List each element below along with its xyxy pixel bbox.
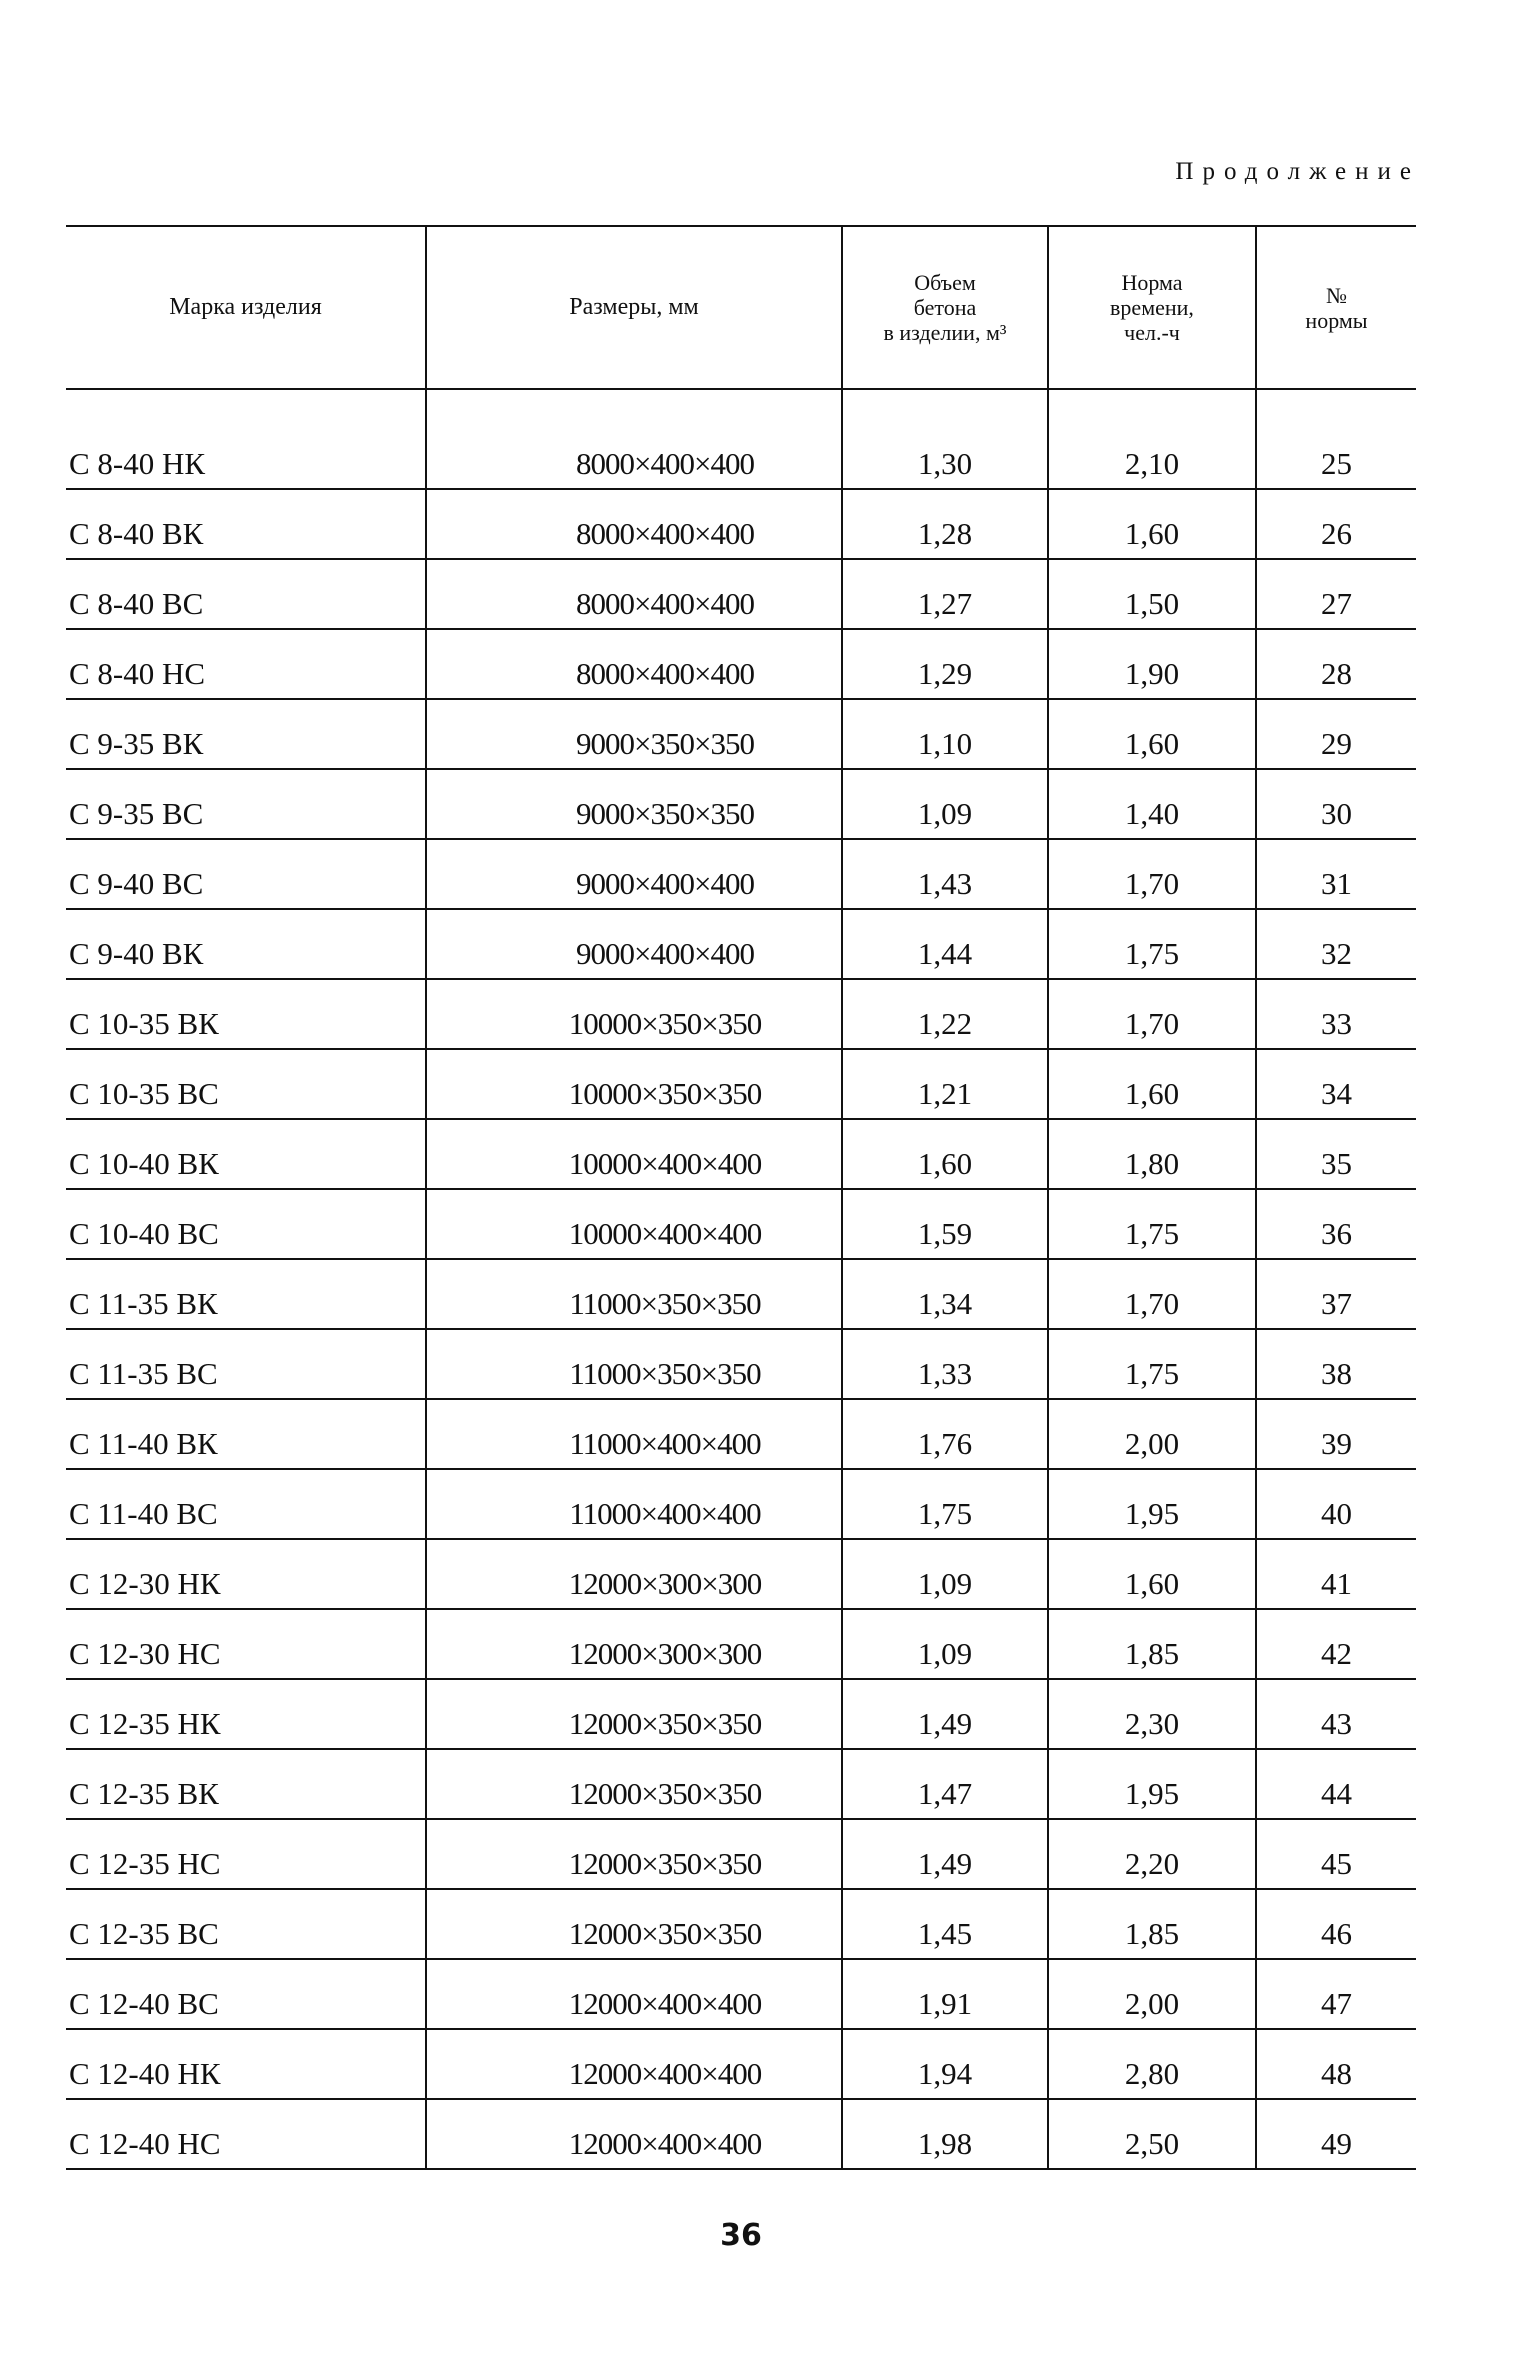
- cell-mark: С 10-35 ВС: [66, 1049, 426, 1119]
- cell-volume: 1,43: [842, 839, 1048, 909]
- page-number: 36: [720, 2218, 762, 2253]
- cell-mark: С 11-40 ВС: [66, 1469, 426, 1539]
- table-header: [66, 226, 1416, 389]
- cell-size: 10000×350×350: [426, 1049, 842, 1119]
- cell-number: 38: [1256, 1329, 1416, 1399]
- cell-volume: 1,75: [842, 1469, 1048, 1539]
- cell-time: 1,60: [1048, 489, 1256, 559]
- cell-time: 1,60: [1048, 1049, 1256, 1119]
- header-number-line2: нормы: [1305, 307, 1368, 333]
- cell-mark: С 12-40 НК: [66, 2029, 426, 2099]
- header-time: [1048, 226, 1256, 389]
- cell-volume: 1,49: [842, 1819, 1048, 1889]
- header-time-line3: чел.-ч: [1124, 320, 1180, 345]
- cell-time: 1,70: [1048, 1259, 1256, 1329]
- cell-time: 1,60: [1048, 1539, 1256, 1609]
- cell-volume: 1,94: [842, 2029, 1048, 2099]
- cell-number: 30: [1256, 769, 1416, 839]
- cell-size: 11000×400×400: [426, 1399, 842, 1469]
- cell-number: 33: [1256, 979, 1416, 1049]
- table-row: [66, 1539, 1416, 1609]
- cell-time: 2,50: [1048, 2099, 1256, 2169]
- cell-time: 2,00: [1048, 1399, 1256, 1469]
- cell-size: 12000×350×350: [426, 1749, 842, 1819]
- cell-size: 11000×400×400: [426, 1469, 842, 1539]
- cell-volume: 1,47: [842, 1749, 1048, 1819]
- cell-volume: 1,27: [842, 559, 1048, 629]
- cell-volume: 1,44: [842, 909, 1048, 979]
- norms-table: [66, 225, 1416, 2170]
- cell-number: 34: [1256, 1049, 1416, 1119]
- cell-volume: 1,33: [842, 1329, 1048, 1399]
- header-volume-line3: в изделии, м³: [883, 320, 1007, 345]
- cell-size: 8000×400×400: [426, 559, 842, 629]
- cell-mark: С 8-40 НС: [66, 629, 426, 699]
- cell-mark: С 9-35 ВС: [66, 769, 426, 839]
- table: [66, 225, 1416, 2170]
- cell-mark: С 12-40 НС: [66, 2099, 426, 2169]
- header-time-line2: времени,: [1110, 295, 1194, 320]
- cell-size: 9000×350×350: [426, 769, 842, 839]
- table-row: [66, 629, 1416, 699]
- cell-number: 27: [1256, 559, 1416, 629]
- table-row: [66, 1749, 1416, 1819]
- cell-number: 25: [1256, 389, 1416, 489]
- cell-mark: С 11-35 ВК: [66, 1259, 426, 1329]
- table-row: [66, 1329, 1416, 1399]
- cell-mark: С 10-40 ВС: [66, 1189, 426, 1259]
- cell-time: 1,95: [1048, 1469, 1256, 1539]
- cell-mark: С 12-40 ВС: [66, 1959, 426, 2029]
- cell-volume: 1,59: [842, 1189, 1048, 1259]
- cell-number: 29: [1256, 699, 1416, 769]
- cell-number: 48: [1256, 2029, 1416, 2099]
- header-size: Размеры, мм: [426, 226, 842, 389]
- cell-number: 31: [1256, 839, 1416, 909]
- cell-volume: 1,10: [842, 699, 1048, 769]
- table-body: [66, 389, 1416, 2169]
- cell-volume: 1,30: [842, 389, 1048, 489]
- cell-size: 11000×350×350: [426, 1329, 842, 1399]
- cell-mark: С 11-35 ВС: [66, 1329, 426, 1399]
- cell-size: 10000×400×400: [426, 1189, 842, 1259]
- cell-size: 12000×300×300: [426, 1609, 842, 1679]
- cell-number: 46: [1256, 1889, 1416, 1959]
- table-row: [66, 1959, 1416, 2029]
- cell-size: 10000×350×350: [426, 979, 842, 1049]
- cell-volume: 1,91: [842, 1959, 1048, 2029]
- cell-volume: 1,22: [842, 979, 1048, 1049]
- cell-number: 49: [1256, 2099, 1416, 2169]
- table-row: [66, 1609, 1416, 1679]
- header-number: [1256, 226, 1416, 389]
- cell-volume: 1,09: [842, 769, 1048, 839]
- header-volume-line1: Объем: [914, 270, 976, 295]
- cell-number: 44: [1256, 1749, 1416, 1819]
- cell-mark: С 12-35 ВС: [66, 1889, 426, 1959]
- cell-volume: 1,98: [842, 2099, 1048, 2169]
- cell-time: 1,70: [1048, 839, 1256, 909]
- cell-number: 41: [1256, 1539, 1416, 1609]
- cell-size: 9000×400×400: [426, 839, 842, 909]
- cell-time: 2,80: [1048, 2029, 1256, 2099]
- header-number-line1: №: [1326, 282, 1347, 308]
- cell-mark: С 11-40 ВК: [66, 1399, 426, 1469]
- header-row: [66, 226, 1416, 389]
- cell-mark: С 8-40 ВС: [66, 559, 426, 629]
- cell-time: 2,30: [1048, 1679, 1256, 1749]
- cell-time: 1,50: [1048, 559, 1256, 629]
- cell-number: 39: [1256, 1399, 1416, 1469]
- header-mark: Марка изделия: [66, 226, 426, 389]
- table-row: [66, 2029, 1416, 2099]
- cell-number: 37: [1256, 1259, 1416, 1329]
- cell-size: 12000×400×400: [426, 2099, 842, 2169]
- cell-size: 8000×400×400: [426, 389, 842, 489]
- cell-size: 10000×400×400: [426, 1119, 842, 1189]
- table-row: [66, 1819, 1416, 1889]
- cell-size: 8000×400×400: [426, 629, 842, 699]
- table-row: [66, 769, 1416, 839]
- cell-mark: С 9-40 ВК: [66, 909, 426, 979]
- cell-volume: 1,49: [842, 1679, 1048, 1749]
- cell-size: 11000×350×350: [426, 1259, 842, 1329]
- cell-volume: 1,45: [842, 1889, 1048, 1959]
- cell-mark: С 8-40 НК: [66, 389, 426, 489]
- cell-volume: 1,28: [842, 489, 1048, 559]
- table-row: [66, 979, 1416, 1049]
- cell-size: 12000×300×300: [426, 1539, 842, 1609]
- cell-volume: 1,21: [842, 1049, 1048, 1119]
- table-row: [66, 2099, 1416, 2169]
- cell-number: 35: [1256, 1119, 1416, 1189]
- cell-volume: 1,34: [842, 1259, 1048, 1329]
- cell-volume: 1,76: [842, 1399, 1048, 1469]
- cell-number: 42: [1256, 1609, 1416, 1679]
- cell-size: 12000×400×400: [426, 2029, 842, 2099]
- cell-number: 45: [1256, 1819, 1416, 1889]
- table-row: [66, 489, 1416, 559]
- cell-time: 1,85: [1048, 1609, 1256, 1679]
- cell-time: 1,40: [1048, 769, 1256, 839]
- cell-time: 1,95: [1048, 1749, 1256, 1819]
- cell-size: 8000×400×400: [426, 489, 842, 559]
- table-row: [66, 1189, 1416, 1259]
- cell-time: 1,75: [1048, 1329, 1256, 1399]
- cell-size: 12000×350×350: [426, 1889, 842, 1959]
- cell-number: 26: [1256, 489, 1416, 559]
- cell-mark: С 12-30 НС: [66, 1609, 426, 1679]
- cell-number: 36: [1256, 1189, 1416, 1259]
- table-row: [66, 1119, 1416, 1189]
- table-row: [66, 1679, 1416, 1749]
- cell-number: 43: [1256, 1679, 1416, 1749]
- cell-size: 12000×350×350: [426, 1679, 842, 1749]
- cell-number: 28: [1256, 629, 1416, 699]
- cell-size: 9000×400×400: [426, 909, 842, 979]
- cell-mark: С 12-35 НК: [66, 1679, 426, 1749]
- table-row: [66, 1469, 1416, 1539]
- cell-size: 12000×350×350: [426, 1819, 842, 1889]
- table-row: [66, 909, 1416, 979]
- cell-mark: С 10-40 ВК: [66, 1119, 426, 1189]
- cell-mark: С 8-40 ВК: [66, 489, 426, 559]
- cell-time: 2,10: [1048, 389, 1256, 489]
- cell-mark: С 12-35 ВК: [66, 1749, 426, 1819]
- table-row: [66, 559, 1416, 629]
- cell-volume: 1,29: [842, 629, 1048, 699]
- cell-volume: 1,60: [842, 1119, 1048, 1189]
- cell-volume: 1,09: [842, 1539, 1048, 1609]
- table-row: [66, 839, 1416, 909]
- cell-time: 1,70: [1048, 979, 1256, 1049]
- cell-mark: С 9-40 ВС: [66, 839, 426, 909]
- table-row: [66, 1259, 1416, 1329]
- cell-mark: С 12-30 НК: [66, 1539, 426, 1609]
- cell-number: 40: [1256, 1469, 1416, 1539]
- table-row: [66, 1049, 1416, 1119]
- table-row: [66, 1889, 1416, 1959]
- cell-number: 32: [1256, 909, 1416, 979]
- cell-time: 1,90: [1048, 629, 1256, 699]
- cell-mark: С 12-35 НС: [66, 1819, 426, 1889]
- table-row: [66, 699, 1416, 769]
- cell-size: 12000×400×400: [426, 1959, 842, 2029]
- cell-volume: 1,09: [842, 1609, 1048, 1679]
- table-row: [66, 1399, 1416, 1469]
- header-volume: [842, 226, 1048, 389]
- table-row: [66, 389, 1416, 489]
- cell-number: 47: [1256, 1959, 1416, 2029]
- header-volume-line2: бетона: [913, 295, 977, 320]
- cell-mark: С 9-35 ВК: [66, 699, 426, 769]
- cell-time: 2,00: [1048, 1959, 1256, 2029]
- cell-time: 1,75: [1048, 1189, 1256, 1259]
- continuation-label: Продолжение: [1175, 158, 1420, 185]
- cell-time: 2,20: [1048, 1819, 1256, 1889]
- cell-time: 1,75: [1048, 909, 1256, 979]
- header-time-line1: Норма: [1121, 270, 1183, 295]
- cell-time: 1,60: [1048, 699, 1256, 769]
- cell-mark: С 10-35 ВК: [66, 979, 426, 1049]
- cell-size: 9000×350×350: [426, 699, 842, 769]
- cell-time: 1,85: [1048, 1889, 1256, 1959]
- cell-time: 1,80: [1048, 1119, 1256, 1189]
